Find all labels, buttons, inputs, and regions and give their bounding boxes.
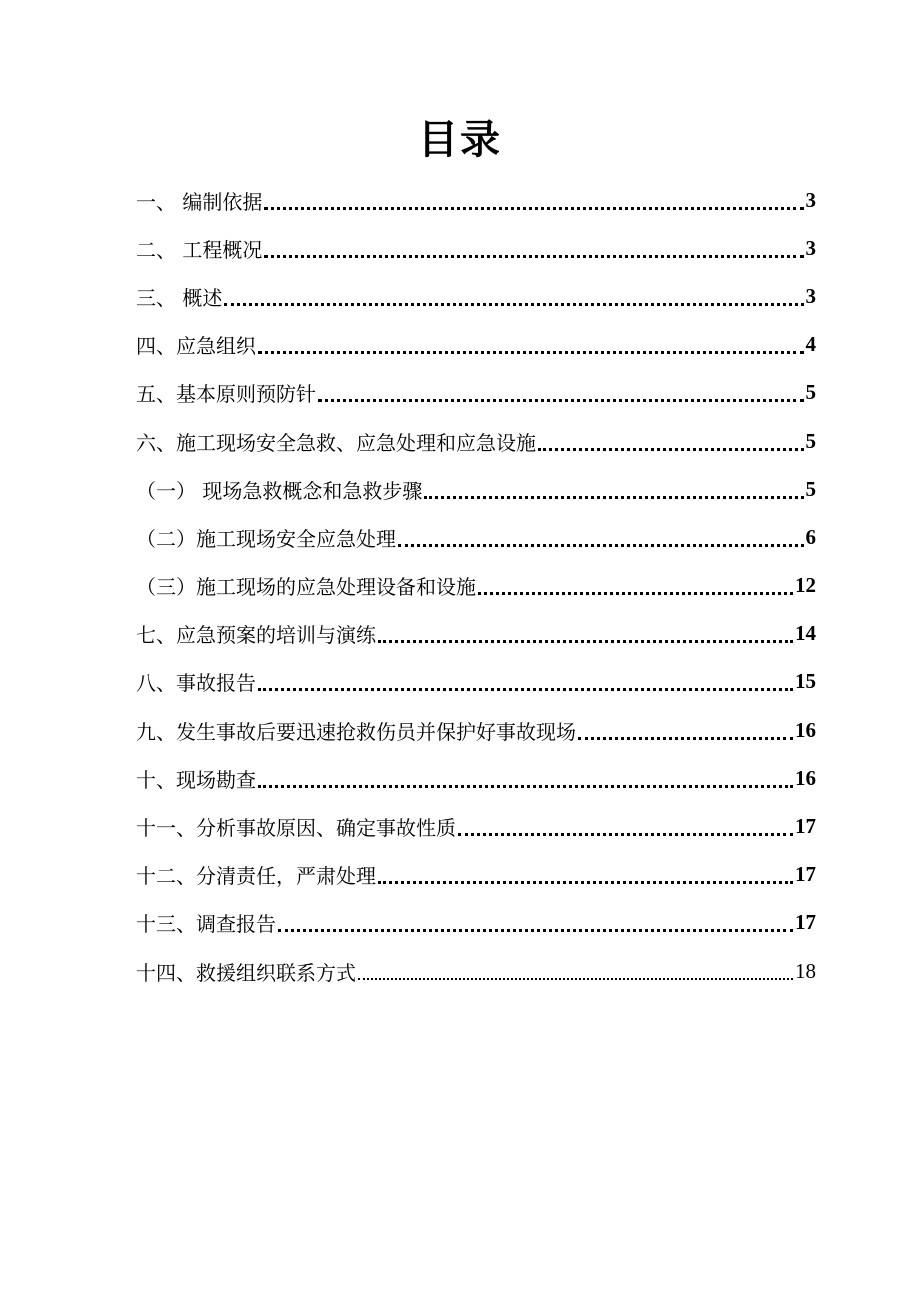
toc-entry-label: 二、 工程概况 [136,237,263,262]
toc-entry-label: 九、发生事故后要迅速抢救伤员并保护好事故现场 [136,719,576,744]
toc-entry [136,851,816,899]
toc-leader-dots [258,765,793,788]
toc-entry-label: 十一、分析事故原因、确定事故性质 [136,816,456,841]
toc-entry [136,754,816,802]
toc-entry [136,610,816,658]
toc-entry-label: 十三、调查报告 [136,912,276,937]
toc-leader-dots [398,524,804,547]
toc-entry-page: 3 [805,283,816,308]
toc-leader-dots [378,620,793,643]
toc-leader-dots [278,909,793,932]
toc-entry-page: 6 [805,524,816,549]
toc-entry-page: 14 [795,621,816,646]
toc-leader-dots [358,958,793,980]
toc-leader-dots [264,187,803,210]
toc-entry [136,224,816,272]
toc-entry-label: 六、施工现场安全急救、应急处理和应急设施 [136,430,536,455]
toc-entry-label: 一、 编制依据 [136,189,263,214]
toc-entry-page: 16 [795,765,816,790]
toc-entry [136,369,816,417]
toc-entry-page: 15 [795,669,816,694]
toc-subentry [136,513,816,561]
toc-entry-label: （一） 现场急救概念和急救步骤 [136,478,423,503]
toc-entry [136,176,816,224]
toc-entry-label: （三）施工现场的应急处理设备和设施 [136,575,476,600]
toc-entry-page: 17 [795,862,816,887]
toc-leader-dots [538,428,804,451]
toc-leader-dots [318,379,804,402]
toc-entry [136,321,816,369]
toc-entry-page: 17 [795,910,816,935]
page-title: 目录 [418,117,502,163]
toc-entry-label: 十二、分清责任，严肃处理 [136,864,376,889]
toc-entry-page: 5 [805,428,816,453]
toc-leader-dots [264,235,803,258]
toc-entry-page: 5 [805,476,816,501]
toc-entry-label: 三、 概述 [136,285,223,310]
toc-leader-dots [578,717,793,740]
toc-leader-dots [478,572,793,595]
toc-entry [136,417,816,465]
toc-entry [136,899,816,947]
toc-entry-page: 3 [805,235,816,260]
toc-leader-dots [424,476,803,499]
toc-entry-label: 七、应急预案的培训与演练 [136,623,376,648]
toc-entry-page: 18 [795,958,816,983]
toc-subentry [136,465,816,513]
toc-entry [136,272,816,320]
toc-leader-dots [378,861,793,884]
toc-entry [136,947,816,995]
toc-entry-label: 十四、救援组织联系方式 [136,960,356,985]
toc-leader-dots [258,331,804,354]
toc-entry-label: 五、基本原则预防针 [136,382,316,407]
toc-entry [136,706,816,754]
toc-entry-page: 16 [795,717,816,742]
toc-subentry [136,562,816,610]
toc-leader-dots [258,668,793,691]
toc-entry [136,802,816,850]
toc-entry [136,658,816,706]
toc-entry-page: 4 [805,332,816,357]
toc-entry-label: 十、现场勘查 [136,767,256,792]
toc-entry-label: 八、事故报告 [136,671,256,696]
toc-entry-label: （二）施工现场安全应急处理 [136,526,396,551]
toc-entry-label: 四、应急组织 [136,334,256,359]
toc-entry-page: 17 [795,814,816,839]
table-of-contents [136,176,816,995]
toc-leader-dots [224,283,803,306]
toc-entry-page: 3 [805,187,816,212]
toc-entry-page: 12 [795,573,816,598]
toc-leader-dots [458,813,793,836]
toc-entry-page: 5 [805,380,816,405]
